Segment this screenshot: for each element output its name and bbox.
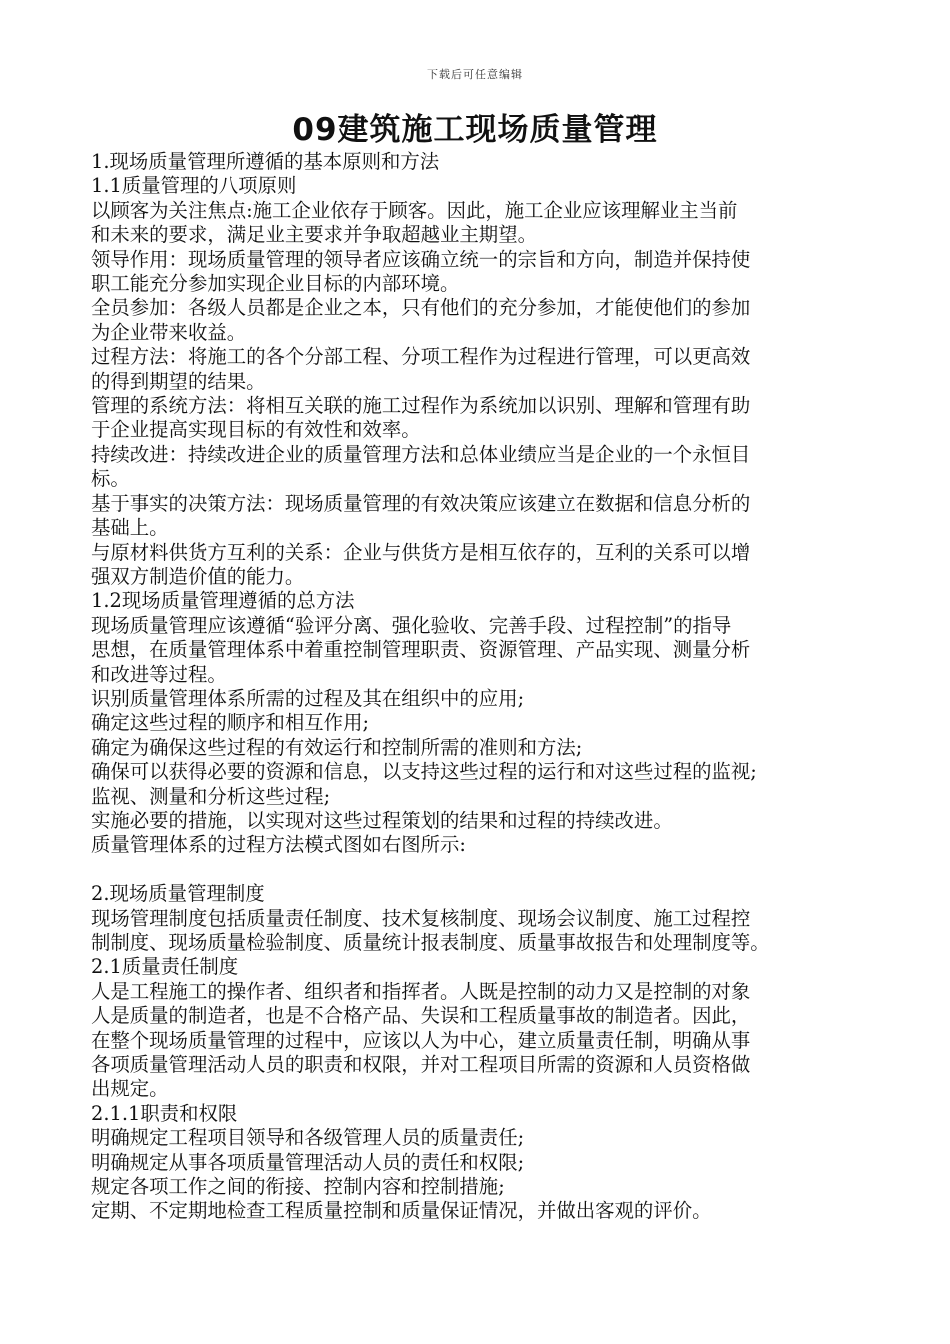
text-line: 1.1质量管理的八项原则 xyxy=(91,174,297,198)
text-line: 确保可以获得必要的资源和信息，以支持这些过程的运行和对这些过程的监视; xyxy=(91,760,757,784)
text-line: 过程方法：将施工的各个分部工程、分项工程作为过程进行管理，可以更高效 xyxy=(91,345,751,369)
text-line: 持续改进：持续改进企业的质量管理方法和总体业绩应当是企业的一个永恒目 xyxy=(91,442,751,466)
text-line: 管理的系统方法：将相互关联的施工过程作为系统加以识别、理解和管理有助 xyxy=(91,394,751,418)
text-line: 1.2现场质量管理遵循的总方法 xyxy=(91,589,355,613)
text-line: 的得到期望的结果。 xyxy=(91,369,266,393)
text-line: 以顾客为关注焦点:施工企业依存于顾客。因此，施工企业应该理解业主当前 xyxy=(91,198,738,222)
text-line: 现场质量管理应该遵循“验评分离、强化验收、完善手段、过程控制”的指导 xyxy=(91,613,732,637)
blank-line xyxy=(91,858,861,882)
text-line: 现场管理制度包括质量责任制度、技术复核制度、现场会议制度、施工过程控 xyxy=(91,906,751,930)
text-line: 制制度、现场质量检验制度、质量统计报表制度、质量事故报告和处理制度等。 xyxy=(91,930,770,954)
text-line: 各项质量管理活动人员的职责和权限，并对工程项目所需的资源和人员资格做 xyxy=(91,1053,751,1077)
text-line: 确定这些过程的顺序和相互作用; xyxy=(91,711,370,735)
text-line: 在整个现场质量管理的过程中，应该以人为中心，建立质量责任制，明确从事 xyxy=(91,1028,751,1052)
document-body xyxy=(91,150,861,1224)
text-line: 1.现场质量管理所遵循的基本原则和方法 xyxy=(91,150,440,173)
text-line: 和改进等过程。 xyxy=(91,662,227,686)
text-line: 人是工程施工的操作者、组织者和指挥者。人既是控制的动力又是控制的对象 xyxy=(91,979,751,1003)
text-line: 标。 xyxy=(91,467,130,491)
text-line: 与原材料供货方互利的关系：企业与供货方是相互依存的，互利的关系可以增 xyxy=(91,540,751,564)
text-line: 基础上。 xyxy=(91,516,169,540)
text-line: 定期、不定期地检查工程质量控制和质量保证情况，并做出客观的评价。 xyxy=(91,1199,712,1223)
page-title: 09建筑施工现场质量管理 xyxy=(292,112,658,148)
text-line: 人是质量的制造者，也是不合格产品、失误和工程质量事故的制造者。因此， xyxy=(91,1004,751,1028)
text-line: 职工能充分参加实现企业目标的内部环境。 xyxy=(91,272,460,296)
text-line: 思想，在质量管理体系中着重控制管理职责、资源管理、产品实现、测量分析 xyxy=(91,638,751,662)
text-line: 2.1.1职责和权限 xyxy=(91,1101,238,1125)
text-line: 监视、测量和分析这些过程; xyxy=(91,784,331,808)
text-line: 出规定。 xyxy=(91,1077,169,1101)
text-line: 2.1质量责任制度 xyxy=(91,955,239,979)
text-line: 明确规定工程项目领导和各级管理人员的质量责任; xyxy=(91,1126,525,1150)
header-note: 下载后可任意编辑 xyxy=(427,68,523,81)
text-line: 实施必要的措施，以实现对这些过程策划的结果和过程的持续改进。 xyxy=(91,808,673,832)
text-line: 规定各项工作之间的衔接、控制内容和控制措施; xyxy=(91,1175,505,1199)
text-line: 领导作用：现场质量管理的领导者应该确立统一的宗旨和方向，制造并保持使 xyxy=(91,247,751,271)
text-line: 识别质量管理体系所需的过程及其在组织中的应用; xyxy=(91,686,525,710)
text-line: 强双方制造价值的能力。 xyxy=(91,564,305,588)
text-line: 2.现场质量管理制度 xyxy=(91,882,265,906)
text-line: 和未来的要求，满足业主要求并争取超越业主期望。 xyxy=(91,223,537,247)
text-line: 于企业提高实现目标的有效性和效率。 xyxy=(91,418,421,442)
text-line: 全员参加：各级人员都是企业之本，只有他们的充分参加，才能使他们的参加 xyxy=(91,296,751,320)
text-line: 确定为确保这些过程的有效运行和控制所需的准则和方法; xyxy=(91,735,583,759)
text-line: 为企业带来收益。 xyxy=(91,320,247,344)
text-line: 质量管理体系的过程方法模式图如右图所示: xyxy=(91,833,466,857)
text-line: 基于事实的决策方法：现场质量管理的有效决策应该建立在数据和信息分析的 xyxy=(91,491,751,515)
text-line: 明确规定从事各项质量管理活动人员的责任和权限; xyxy=(91,1150,525,1174)
